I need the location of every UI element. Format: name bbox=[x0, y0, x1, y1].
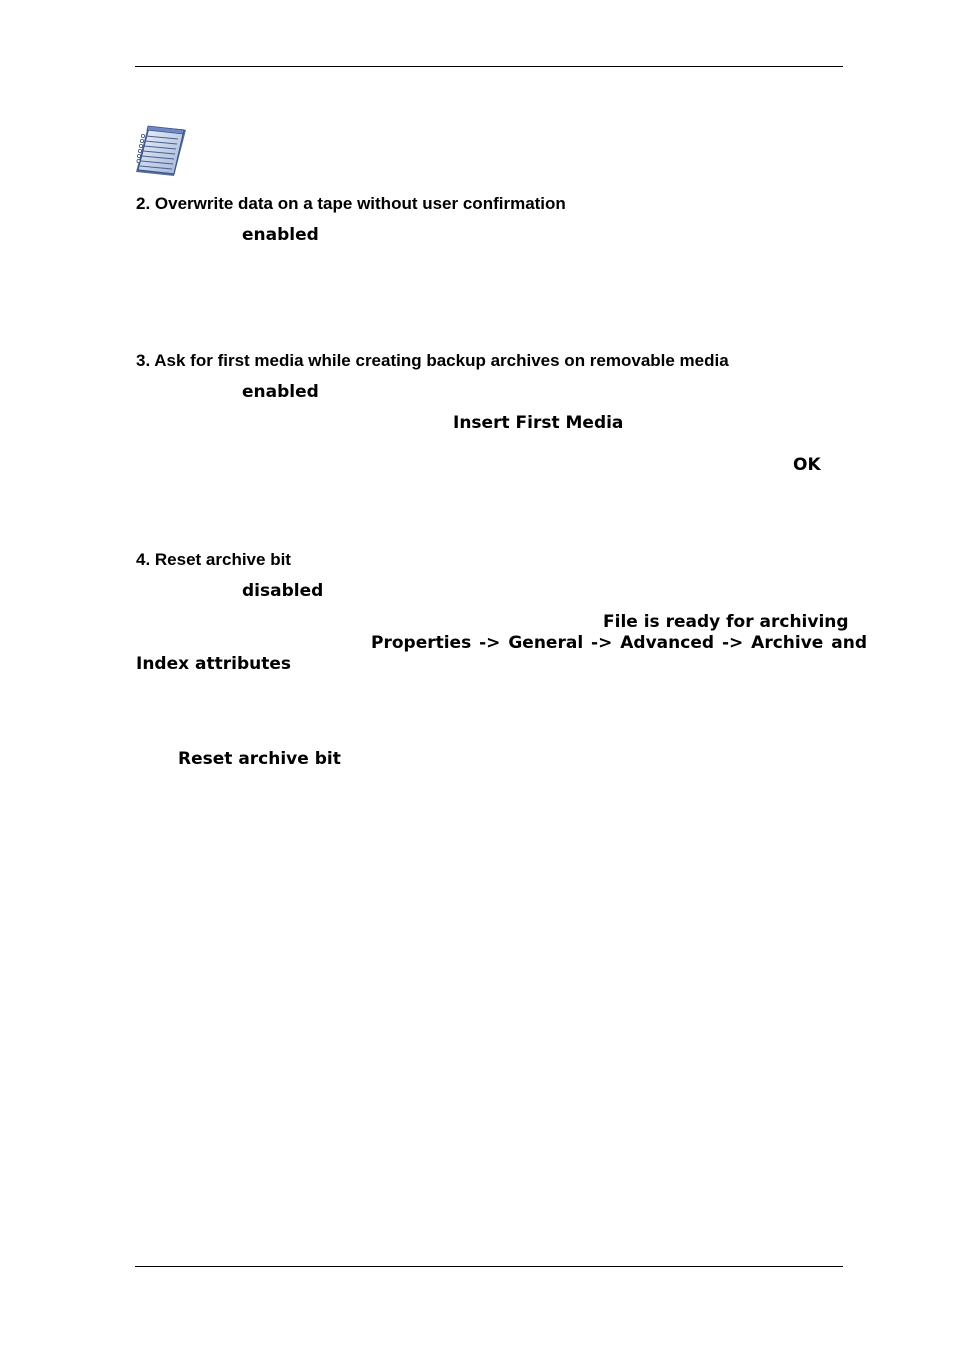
section-4-heading: 4. Reset archive bit bbox=[136, 550, 291, 569]
section-4-default-value: disabled bbox=[242, 581, 324, 601]
dialog-name-insert-first-media: Insert First Media bbox=[453, 413, 624, 433]
attribute-name: File is ready for archiving bbox=[603, 612, 849, 632]
section-2-default-value: enabled bbox=[242, 225, 319, 245]
section-2-heading: 2. Overwrite data on a tape without user confirmation bbox=[136, 194, 566, 213]
notepad-icon bbox=[134, 122, 188, 178]
properties-path-line1: Properties -> General -> Advanced -> Archive and bbox=[371, 633, 867, 653]
section-3-default-value: enabled bbox=[242, 382, 319, 402]
header-rule bbox=[135, 66, 843, 67]
properties-path-line2: Index attributes bbox=[136, 654, 291, 674]
ok-button-reference: OK bbox=[793, 455, 821, 475]
reset-archive-bit-option: Reset archive bit bbox=[178, 749, 341, 769]
footer-rule bbox=[135, 1266, 843, 1267]
section-3-heading: 3. Ask for first media while creating backup archives on removable media bbox=[136, 351, 729, 370]
